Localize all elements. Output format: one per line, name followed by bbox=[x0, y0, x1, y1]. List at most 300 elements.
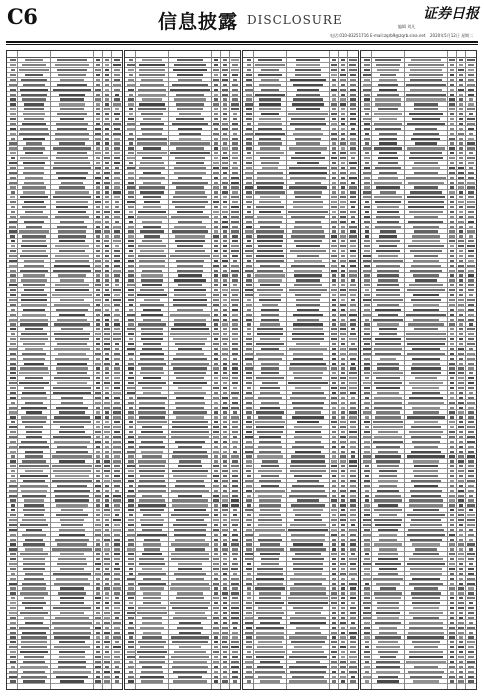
table-cell bbox=[114, 455, 120, 457]
table-cell bbox=[232, 123, 239, 125]
table-cell bbox=[412, 358, 440, 360]
table-cell bbox=[450, 89, 454, 91]
table-cell bbox=[467, 108, 474, 110]
table-cell bbox=[365, 475, 370, 477]
table-cell bbox=[95, 666, 100, 668]
table-cell bbox=[179, 646, 201, 648]
table-cell bbox=[469, 548, 474, 550]
table-cell bbox=[10, 661, 16, 663]
table-cell bbox=[104, 363, 109, 365]
table-cell bbox=[459, 191, 463, 193]
table-cell bbox=[115, 284, 120, 286]
table-cell bbox=[257, 186, 283, 188]
table-cell bbox=[350, 485, 356, 487]
table-cell bbox=[414, 446, 438, 448]
table-cell bbox=[365, 465, 370, 467]
table-cell bbox=[260, 196, 281, 198]
table-cell bbox=[450, 74, 454, 76]
table-cell bbox=[412, 167, 440, 169]
table-cell bbox=[53, 387, 91, 389]
table-cell bbox=[410, 573, 441, 575]
table-cell bbox=[458, 377, 463, 379]
table-cell bbox=[351, 622, 355, 624]
table-cell bbox=[139, 103, 165, 105]
table-cell bbox=[341, 480, 346, 482]
table-cell bbox=[261, 79, 279, 81]
table-cell bbox=[222, 162, 227, 164]
table-cell bbox=[332, 108, 336, 110]
table-cell bbox=[104, 123, 109, 125]
table-cell bbox=[341, 177, 345, 179]
table-cell bbox=[56, 201, 89, 203]
table-cell bbox=[96, 118, 100, 120]
table-cell bbox=[468, 607, 474, 609]
table-cell bbox=[364, 568, 369, 570]
table-cell bbox=[114, 172, 120, 174]
table-cell bbox=[232, 167, 237, 169]
table-cell bbox=[260, 338, 280, 340]
table-cell bbox=[105, 436, 110, 438]
table-cell bbox=[139, 167, 165, 169]
table-cell bbox=[141, 128, 163, 130]
table-cell bbox=[142, 622, 161, 624]
table-cell bbox=[374, 509, 402, 511]
table-cell bbox=[141, 680, 162, 682]
table-cell bbox=[410, 69, 443, 71]
table-cell bbox=[468, 646, 474, 648]
table-cell bbox=[467, 504, 474, 506]
table-cell bbox=[105, 235, 109, 237]
table-cell bbox=[459, 230, 463, 232]
table-cell bbox=[179, 460, 202, 462]
table-cell bbox=[171, 543, 209, 545]
table-cell bbox=[340, 221, 346, 223]
table-cell bbox=[105, 578, 109, 580]
table-cell bbox=[459, 74, 463, 76]
table-cell bbox=[128, 299, 134, 301]
table-cell bbox=[223, 98, 227, 100]
table-cell bbox=[214, 226, 218, 228]
table-cell bbox=[232, 142, 238, 144]
table-cell bbox=[256, 260, 285, 262]
table-cell bbox=[128, 240, 135, 242]
table-cell bbox=[127, 167, 135, 169]
table-cell bbox=[377, 304, 400, 306]
table-cell bbox=[213, 333, 219, 335]
table-cell bbox=[139, 402, 164, 404]
table-cell bbox=[25, 348, 43, 350]
table-cell bbox=[54, 441, 89, 443]
table-cell bbox=[223, 333, 227, 335]
table-cell bbox=[364, 182, 369, 184]
table-cell bbox=[223, 299, 228, 301]
table-cell bbox=[11, 573, 16, 575]
table-cell bbox=[95, 177, 100, 179]
table-cell bbox=[19, 69, 48, 71]
table-cell bbox=[331, 270, 336, 272]
table-cell bbox=[364, 636, 369, 638]
table-cell bbox=[364, 323, 370, 325]
table-cell bbox=[459, 314, 464, 316]
table-cell bbox=[128, 627, 133, 629]
table-cell bbox=[59, 240, 85, 242]
table-cell bbox=[142, 495, 162, 497]
table-cell bbox=[458, 387, 464, 389]
table-cell bbox=[22, 206, 45, 208]
table-cell bbox=[174, 534, 206, 536]
table-cell bbox=[459, 138, 463, 140]
table-cell bbox=[105, 358, 109, 360]
table-cell bbox=[95, 138, 100, 140]
table-cell bbox=[450, 602, 454, 604]
table-cell bbox=[176, 162, 205, 164]
table-cell bbox=[139, 656, 166, 658]
table-cell bbox=[231, 289, 239, 291]
table-cell bbox=[331, 333, 337, 335]
table-cell bbox=[332, 436, 336, 438]
table-cell bbox=[363, 676, 370, 678]
table-cell bbox=[374, 348, 403, 350]
table-cell bbox=[290, 578, 326, 580]
table-cell bbox=[222, 89, 228, 91]
table-cell bbox=[256, 353, 284, 355]
table-cell bbox=[258, 279, 282, 281]
table-cell bbox=[175, 235, 206, 237]
table-cell bbox=[458, 372, 463, 374]
table-cell bbox=[290, 524, 325, 526]
table-cell bbox=[449, 289, 454, 291]
table-cell bbox=[365, 235, 370, 237]
table-cell bbox=[9, 524, 17, 526]
table-cell bbox=[140, 676, 163, 678]
table-cell bbox=[364, 79, 371, 81]
table-cell bbox=[332, 568, 336, 570]
table-cell bbox=[296, 245, 321, 247]
table-cell bbox=[232, 157, 237, 159]
table-cell bbox=[246, 646, 252, 648]
table-cell bbox=[114, 196, 121, 198]
table-cell bbox=[223, 387, 228, 389]
table-cell bbox=[232, 255, 238, 257]
table-cell bbox=[22, 123, 46, 125]
table-cell bbox=[331, 641, 337, 643]
table-cell bbox=[246, 548, 252, 550]
table-cell bbox=[104, 230, 110, 232]
table-cell bbox=[378, 504, 399, 506]
table-cell bbox=[23, 172, 44, 174]
table-cell bbox=[363, 260, 370, 262]
table-cell bbox=[406, 177, 446, 179]
table-cell bbox=[349, 372, 357, 374]
table-cell bbox=[113, 103, 120, 105]
table-cell bbox=[22, 632, 47, 634]
table-cell bbox=[105, 602, 110, 604]
table-cell bbox=[173, 304, 208, 306]
table-cell bbox=[468, 69, 473, 71]
table-cell bbox=[341, 627, 345, 629]
table-cell bbox=[232, 323, 237, 325]
table-cell bbox=[363, 411, 370, 413]
table-cell bbox=[467, 524, 474, 526]
table-cell bbox=[175, 539, 206, 541]
table-cell bbox=[231, 646, 238, 648]
table-cell bbox=[459, 392, 463, 394]
table-cell bbox=[408, 206, 445, 208]
table-cell bbox=[467, 123, 474, 125]
table-cell bbox=[129, 661, 134, 663]
table-cell bbox=[177, 592, 203, 594]
table-cell bbox=[365, 583, 370, 585]
table-cell bbox=[341, 343, 346, 345]
table-cell bbox=[10, 377, 17, 379]
table-cell bbox=[246, 666, 251, 668]
table-cell bbox=[128, 177, 134, 179]
table-cell bbox=[23, 680, 45, 682]
table-cell bbox=[213, 632, 218, 634]
table-cell bbox=[332, 646, 337, 648]
table-cell bbox=[467, 661, 474, 663]
table-cell bbox=[340, 89, 346, 91]
table-cell bbox=[11, 470, 16, 472]
table-cell bbox=[450, 64, 454, 66]
table-cell bbox=[59, 103, 84, 105]
table-cell bbox=[105, 226, 109, 228]
table-cell bbox=[223, 539, 228, 541]
table-cell bbox=[105, 270, 108, 272]
table-cell bbox=[331, 167, 337, 169]
table-divider bbox=[111, 51, 112, 690]
table-cell bbox=[469, 133, 474, 135]
table-cell bbox=[459, 294, 463, 296]
table-cell bbox=[144, 201, 161, 203]
table-cell bbox=[213, 558, 219, 560]
table-cell bbox=[213, 495, 218, 497]
table-cell bbox=[293, 358, 324, 360]
table-cell bbox=[59, 431, 86, 433]
table-cell bbox=[20, 128, 48, 130]
table-cell bbox=[256, 206, 285, 208]
table-cell bbox=[56, 407, 88, 409]
table-cell bbox=[340, 460, 345, 462]
table-cell bbox=[213, 651, 219, 653]
table-cell bbox=[332, 314, 336, 316]
table-cell bbox=[379, 539, 398, 541]
newspaper-logo: 证券日报 bbox=[423, 6, 479, 22]
table-cell bbox=[459, 59, 463, 61]
table-cell bbox=[223, 602, 228, 604]
table-cell bbox=[23, 563, 44, 565]
table-cell bbox=[245, 186, 252, 188]
table-cell bbox=[246, 382, 252, 384]
table-cell bbox=[365, 211, 370, 213]
table-cell bbox=[170, 333, 210, 335]
table-cell bbox=[332, 671, 336, 673]
table-cell bbox=[246, 128, 253, 130]
table-cell bbox=[459, 504, 464, 506]
table-cell bbox=[295, 411, 322, 413]
table-cell bbox=[214, 441, 218, 443]
table-cell bbox=[178, 221, 202, 223]
table-cell bbox=[10, 656, 16, 658]
table-cell bbox=[232, 319, 238, 321]
table-cell bbox=[374, 147, 403, 149]
table-cell bbox=[24, 617, 44, 619]
table-cell bbox=[379, 245, 398, 247]
table-cell bbox=[246, 641, 251, 643]
table-cell bbox=[223, 363, 227, 365]
table-cell bbox=[56, 504, 89, 506]
table-cell bbox=[222, 69, 227, 71]
table-cell bbox=[408, 64, 443, 66]
table-cell bbox=[223, 490, 227, 492]
table-cell bbox=[96, 211, 101, 213]
table-cell bbox=[231, 250, 238, 252]
table-cell bbox=[468, 128, 475, 130]
table-cell bbox=[214, 152, 218, 154]
table-cell bbox=[469, 152, 473, 154]
table-cell bbox=[459, 446, 463, 448]
table-cell bbox=[290, 671, 327, 673]
table-cell bbox=[177, 108, 203, 110]
table-cell bbox=[341, 632, 345, 634]
table-cell bbox=[172, 123, 209, 125]
table-cell bbox=[459, 548, 463, 550]
table-cell bbox=[222, 260, 227, 262]
table-cell bbox=[467, 142, 475, 144]
table-cell bbox=[96, 94, 99, 96]
table-cell bbox=[378, 651, 398, 653]
table-cell bbox=[255, 587, 285, 589]
table-cell bbox=[458, 270, 464, 272]
table-cell bbox=[11, 333, 16, 335]
table-cell bbox=[178, 568, 201, 570]
table-cell bbox=[290, 592, 326, 594]
table-cell bbox=[246, 94, 253, 96]
table-cell bbox=[55, 499, 90, 501]
contact-line: 电话:010-83251716 E-mail:zqrb9@zqrb.sina.net bbox=[330, 33, 426, 38]
table-cell bbox=[214, 314, 218, 316]
table-cell bbox=[9, 284, 16, 286]
table-cell bbox=[96, 387, 100, 389]
table-cell bbox=[178, 676, 201, 678]
table-cell bbox=[260, 622, 281, 624]
table-cell bbox=[340, 201, 346, 203]
table-cell bbox=[350, 617, 355, 619]
table-cell bbox=[467, 343, 475, 345]
table-cell bbox=[128, 343, 135, 345]
table-cell bbox=[289, 666, 327, 668]
table-cell bbox=[172, 607, 208, 609]
table-cell bbox=[256, 230, 283, 232]
table-cell bbox=[231, 270, 239, 272]
table-cell bbox=[450, 113, 454, 115]
table-cell bbox=[177, 627, 204, 629]
table-cell bbox=[364, 480, 369, 482]
table-cell bbox=[105, 113, 110, 115]
table-cell bbox=[295, 514, 320, 516]
table-cell bbox=[341, 495, 345, 497]
table-cell bbox=[223, 206, 226, 208]
table-cell bbox=[257, 177, 283, 179]
table-cell bbox=[407, 353, 445, 355]
table-cell bbox=[113, 460, 121, 462]
table-cell bbox=[174, 319, 205, 321]
table-cell bbox=[61, 509, 83, 511]
table-cell bbox=[332, 191, 336, 193]
table-cell bbox=[114, 402, 121, 404]
table-cell bbox=[10, 641, 17, 643]
table-cell bbox=[246, 221, 252, 223]
table-cell bbox=[413, 680, 439, 682]
table-cell bbox=[467, 299, 474, 301]
table-cell bbox=[114, 651, 121, 653]
table-cell bbox=[340, 328, 346, 330]
table-cell bbox=[341, 162, 344, 164]
table-cell bbox=[141, 279, 164, 281]
table-cell bbox=[258, 470, 282, 472]
table-cell bbox=[293, 314, 323, 316]
table-cell bbox=[105, 583, 109, 585]
table-cell bbox=[350, 147, 356, 149]
table-cell bbox=[246, 235, 252, 237]
table-cell bbox=[104, 641, 110, 643]
table-cell bbox=[375, 201, 401, 203]
table-cell bbox=[331, 651, 336, 653]
table-cell bbox=[450, 529, 454, 531]
table-cell bbox=[114, 265, 120, 267]
table-cell bbox=[363, 578, 370, 580]
table-cell bbox=[340, 182, 346, 184]
table-cell bbox=[114, 216, 120, 218]
table-cell bbox=[128, 294, 134, 296]
table-cell bbox=[96, 543, 100, 545]
table-cell bbox=[450, 260, 455, 262]
table-cell bbox=[10, 367, 17, 369]
table-cell bbox=[341, 597, 346, 599]
table-cell bbox=[21, 94, 47, 96]
table-cell bbox=[223, 250, 227, 252]
table-cell bbox=[379, 172, 397, 174]
table-cell bbox=[459, 441, 464, 443]
table-cell bbox=[467, 265, 474, 267]
table-cell bbox=[365, 553, 370, 555]
table-cell bbox=[349, 656, 356, 658]
table-cell bbox=[232, 597, 238, 599]
table-cell bbox=[260, 392, 280, 394]
table-cell bbox=[10, 186, 16, 188]
table-cell bbox=[9, 426, 17, 428]
table-cell bbox=[377, 270, 400, 272]
table-cell bbox=[172, 201, 208, 203]
table-cell bbox=[10, 558, 16, 560]
table-cell bbox=[54, 583, 90, 585]
table-cell bbox=[113, 499, 121, 501]
table-cell bbox=[468, 460, 475, 462]
table-cell bbox=[349, 186, 356, 188]
table-cell bbox=[458, 319, 463, 321]
table-cell bbox=[231, 602, 239, 604]
table-cell bbox=[22, 421, 46, 423]
table-cell bbox=[374, 113, 402, 115]
table-cell bbox=[292, 392, 324, 394]
table-cell bbox=[297, 162, 320, 164]
table-cell bbox=[449, 563, 454, 565]
table-cell bbox=[223, 578, 227, 580]
table-cell bbox=[350, 402, 356, 404]
table-cell bbox=[450, 397, 454, 399]
table-cell bbox=[138, 490, 166, 492]
table-cell bbox=[10, 343, 17, 345]
